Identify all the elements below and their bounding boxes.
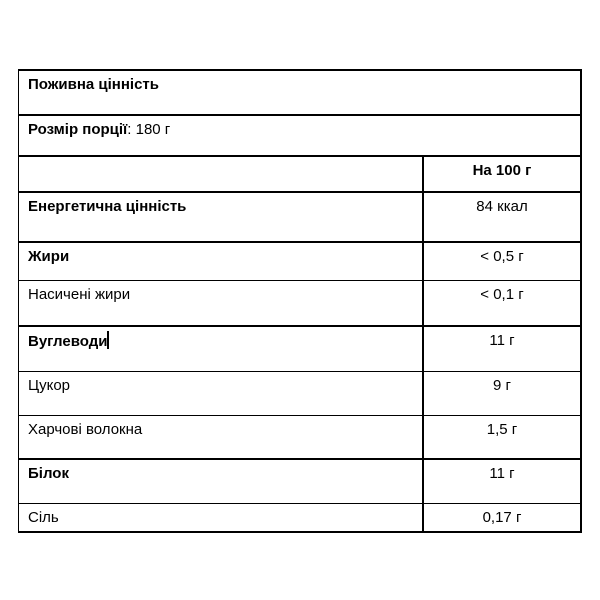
column-header-empty-cell[interactable] [19, 157, 424, 191]
sugar-label: Цукор [28, 377, 71, 394]
fiber-value-cell[interactable] [424, 416, 580, 458]
energy-value: 84 ккал [476, 198, 528, 215]
protein-label-cell[interactable] [19, 460, 424, 503]
sugar-value: 9 г [493, 377, 511, 394]
table-row-fiber [19, 416, 580, 460]
fiber-value: 1,5 г [486, 421, 518, 438]
table-row-carbohydrates [19, 327, 580, 372]
salt-label: Сіль [28, 509, 59, 526]
column-header-label: На 100 г [472, 162, 532, 179]
fiber-label: Харчові волокна [28, 421, 143, 438]
table-row-column-header [19, 157, 580, 193]
sugar-label-cell[interactable] [19, 372, 424, 415]
energy-label-cell[interactable] [19, 193, 424, 241]
table-row-saturated-fat [19, 281, 580, 327]
text-cursor [107, 331, 109, 349]
carbohydrates-label-cell[interactable] [19, 327, 424, 371]
saturated-fat-value-cell[interactable] [424, 281, 580, 325]
table-row-title [19, 71, 580, 116]
saturated-fat-value: < 0,1 г [480, 286, 524, 303]
fat-value: < 0,5 г [480, 248, 524, 265]
fat-value-cell[interactable] [424, 243, 580, 280]
saturated-fat-label: Насичені жири [28, 286, 131, 303]
table-row-salt [19, 504, 580, 531]
saturated-fat-label-cell[interactable] [19, 281, 424, 325]
column-header-cell[interactable] [424, 157, 580, 191]
fat-label: Жири [28, 248, 70, 265]
protein-label: Білок [28, 465, 69, 482]
table-row-energy [19, 193, 580, 243]
carbohydrates-value-cell[interactable] [424, 327, 580, 371]
table-row-serving [19, 116, 580, 157]
serving-size-label: Розмір порції [28, 121, 128, 138]
salt-label-cell[interactable] [19, 504, 424, 531]
serving-size-value: : 180 г [127, 121, 171, 138]
energy-value-cell[interactable] [424, 193, 580, 241]
fat-label-cell[interactable] [19, 243, 424, 280]
carbohydrates-label: Вуглеводи [28, 333, 108, 350]
table-row-protein [19, 460, 580, 504]
salt-value: 0,17 г [482, 509, 522, 526]
nutrition-facts-table [18, 69, 582, 533]
salt-value-cell[interactable] [424, 504, 580, 531]
carbohydrates-value: 11 г [489, 332, 515, 349]
sugar-value-cell[interactable] [424, 372, 580, 415]
table-title: Поживна цінність [28, 76, 159, 93]
serving-size-cell[interactable] [19, 116, 580, 155]
table-row-fat [19, 243, 580, 281]
fiber-label-cell[interactable] [19, 416, 424, 458]
protein-value-cell[interactable] [424, 460, 580, 503]
table-title-cell[interactable] [19, 71, 580, 114]
protein-value: 11 г [489, 465, 515, 482]
energy-label: Енергетична цінність [28, 198, 187, 215]
table-row-sugar [19, 372, 580, 416]
